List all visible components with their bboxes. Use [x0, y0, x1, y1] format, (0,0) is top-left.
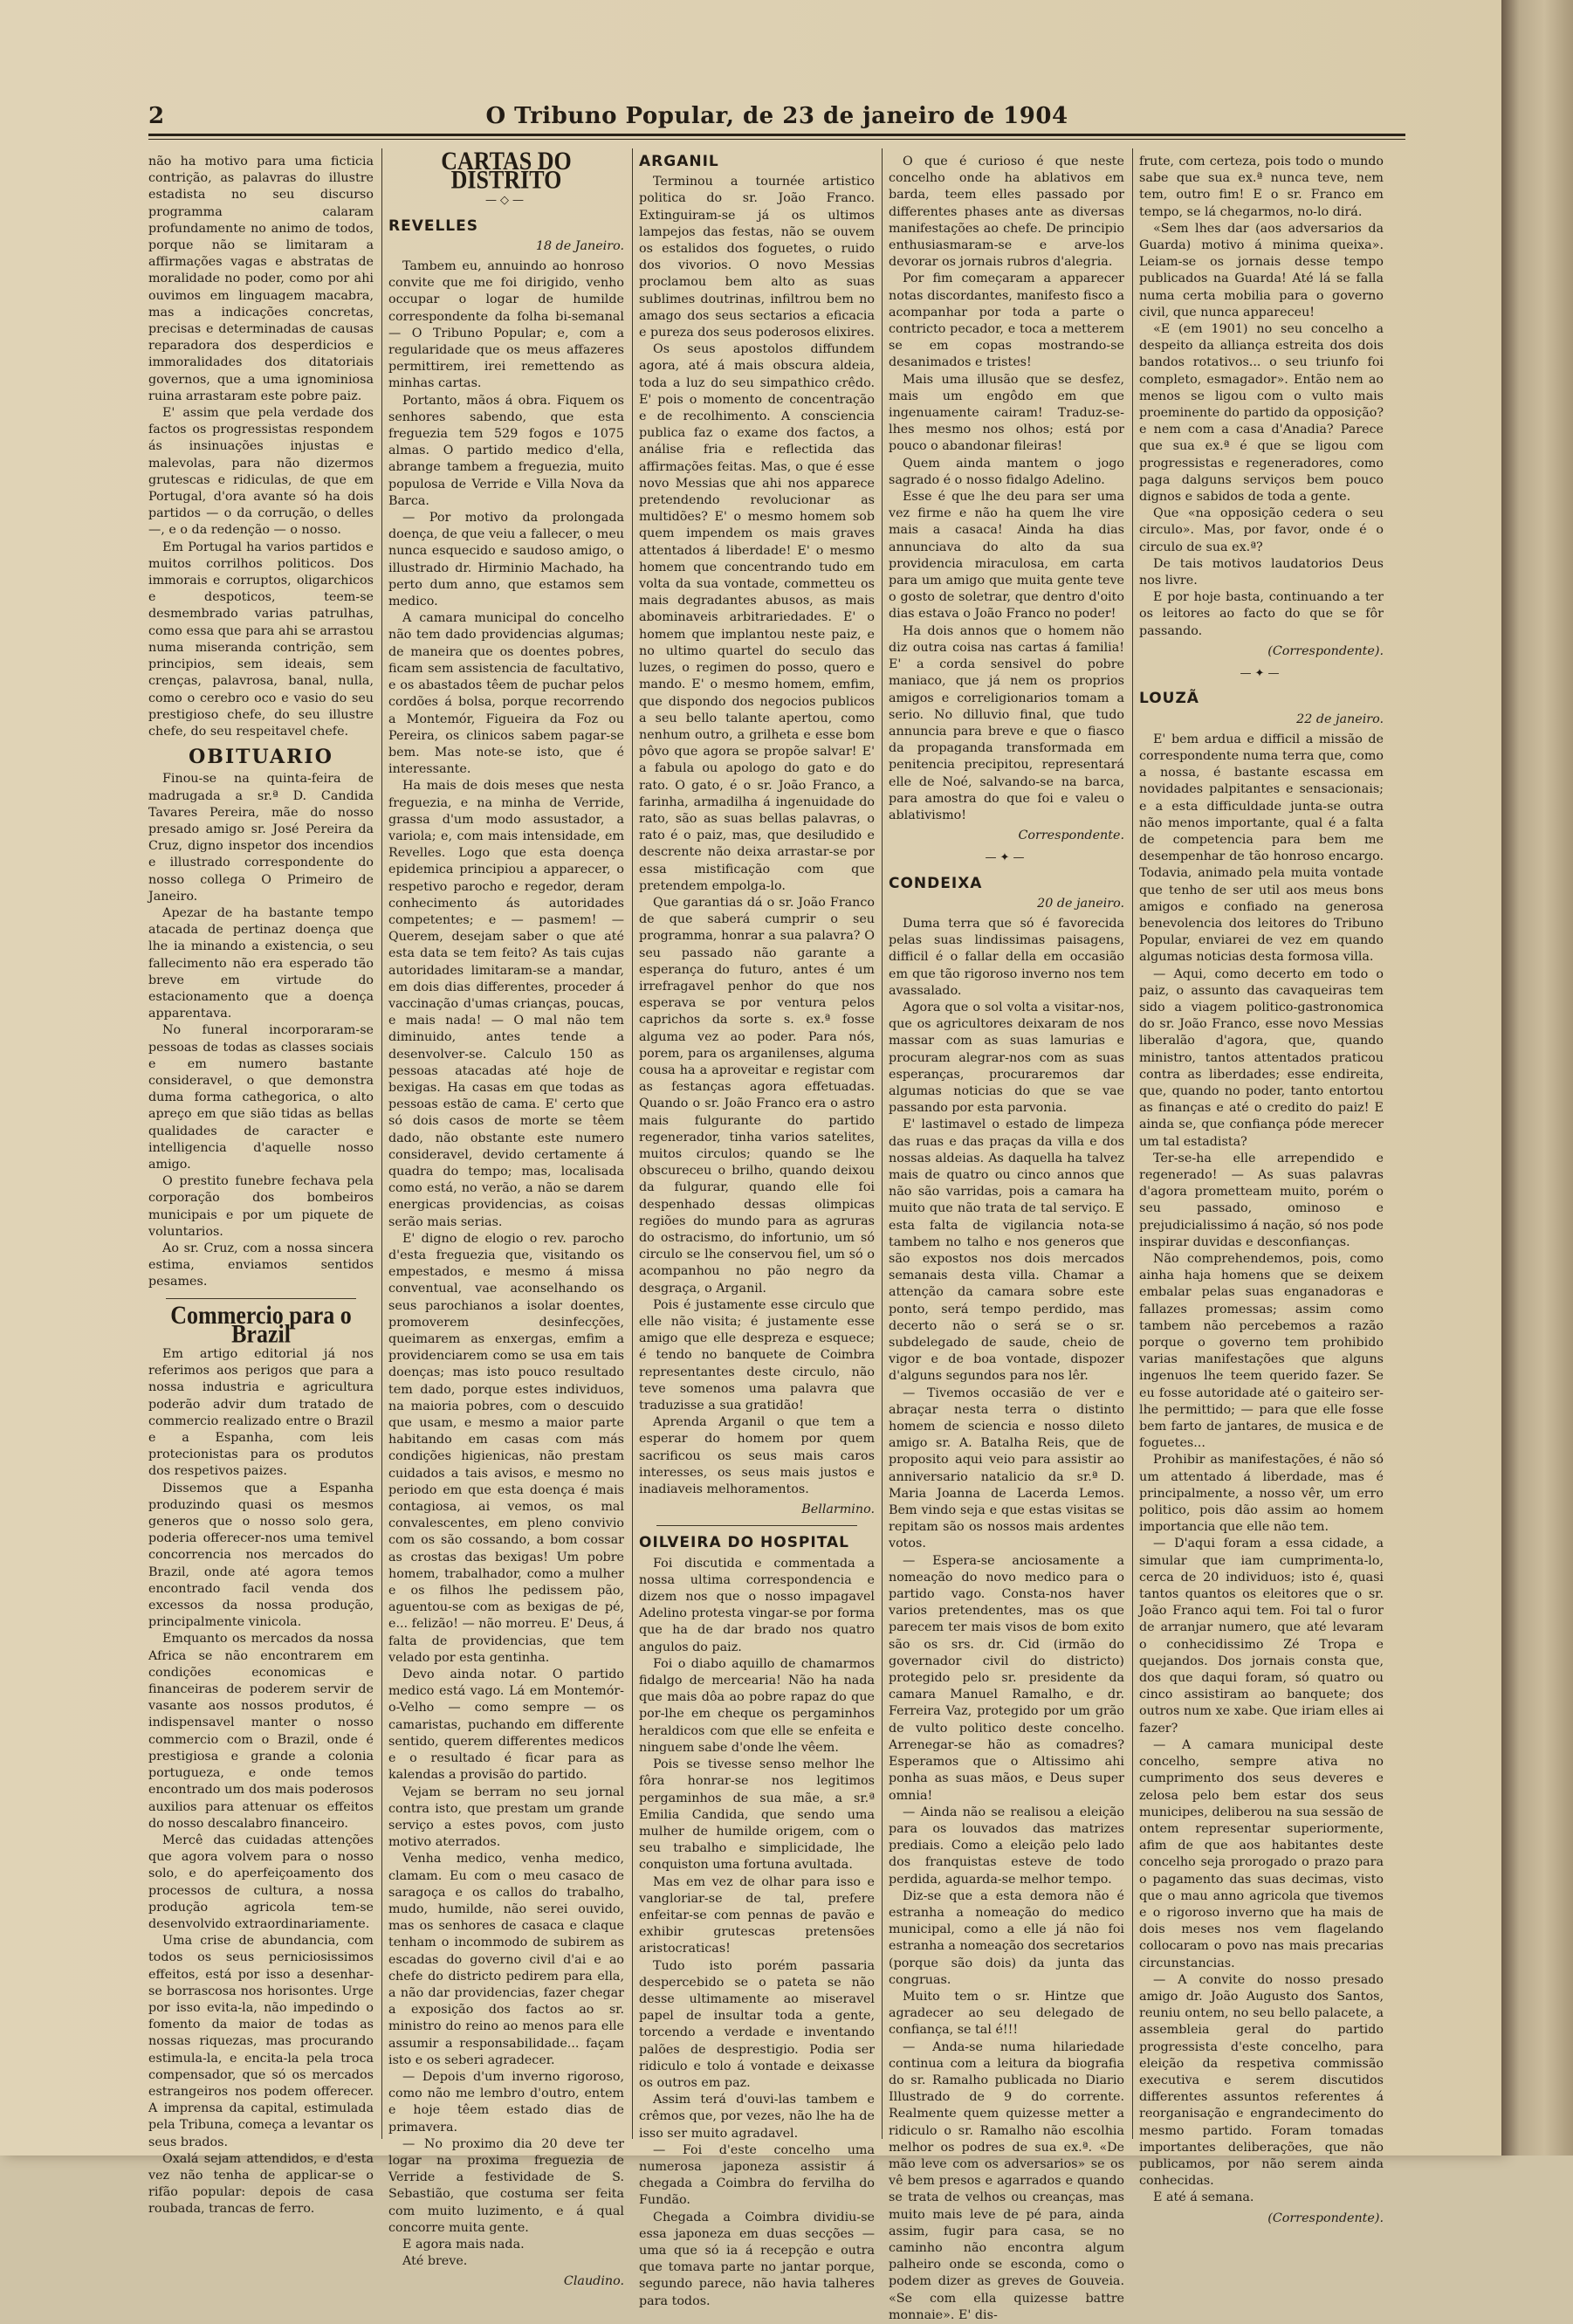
- paragraph: — Anda-se numa hilariedade continua com a leitura da biografia do sr. Ramalho publicada no Diario Illustrado de 9 do corrente. Realmente quem quizesse metter a ridiculo o sr. Ramalho não escolhia melhor os podres de sua ex.ª. «De mão leve com os adversarios» se os vê bem presos e agarrados e quando se trata de velhos ou creanças, mas muito mais leve de pé para, ainda assim, fugir para casa, se no caminho não encontra algum palheiro onde se esconda, como o podem dizer as greves de Gouveia. «Se com ella quizesse battre monnaie». E' dis-: [889, 2039, 1124, 2322]
- signature: Bellarmino.: [801, 1502, 875, 1517]
- paragraph: De tais motivos laudatorios Deus nos livre.: [1139, 556, 1384, 588]
- paragraph: Venha medico, venha medico, clamam. Eu com o meu casaco de saragoça e os callos do trabalho, mudo, humilde, não serei ouvido, mas os senhores de casaca e claque tenham o incommodo de subirem as escadas do governo civil d'ai e ao chefe do districto pedirem para ella, a não dar providencias, fazer chegar a exposição dos factos ao sr. ministro do reino ao menos para elle assumir a responsabilidade... façam isto e os seberi agradecer.: [388, 1852, 624, 2067]
- paragraph: Finou-se na quinta-feira de madrugada a sr.ª D. Candida Tavares Pereira, mãe do nosso presado amigo sr. José Pereira da Cruz, digno inspetor dos incendios e illustrado correspondente do nosso collega O Primeiro de Janeiro.: [148, 772, 374, 904]
- paragraph: Chegada a Coimbra dividiu-se essa japoneza em duas secções — uma que só ia á recepção e outra que tomava parte no jantar porque, segundo parece, não havia talheres para todos.: [639, 2210, 875, 2308]
- paragraph: «Sem lhes dar (aos adversarios da Guarda) motivo á minima queixa». Leiam-se os jornais desse tempo publicados na Guarda! Até lá se falla numa certa mobilia para o governo civil, que nunca appareceu!: [1139, 221, 1384, 320]
- ornament-icon: —✦—: [1240, 667, 1283, 681]
- paragraph: Tudo isto porém passaria despercebido se o pateta se não desse ultimamente ao miseravel papel de insultar toda a gente, torcendo a verdade e inventando palões de desprestigio. Podia ser ridiculo e tolo á vontade e deixasse os outros em paz.: [639, 1958, 875, 2090]
- page-edge: [1501, 0, 1573, 2156]
- column-1: [148, 154, 374, 2217]
- paragraph: Ha dois annos que o homem não diz outra coisa nas cartas á familia! E' a corda sensivel do pobre maniaco, que já nem os proprios amigos e correligionarios tomam a serio. No dilluvio final, que tudo annuncia para breve e que o fiasco da propaganda transformada em penitencia precipitou, representará elle de Noé, salvando-se na barca, para amostra do que foi e valeu o ablativismo!: [889, 623, 1124, 822]
- subheading-condeixa: CONDEIXA: [889, 874, 983, 892]
- paragraph: Duma terra que só é favorecida pelas suas lindissimas paisagens, difficil é o fallar della em occasião em que tão rigoroso inverno nos tem avassalado.: [889, 916, 1124, 998]
- subheading-revelles: REVELLES: [388, 217, 478, 235]
- paragraph: Em Portugal ha varios partidos e muitos corrilhos politicos. Dos immorais e corruptos, oligarchicos e despoticos, teem-se desmembrado varias patrulhas, como essa que para ahi se arrastou numa miseranda contrição, sem principios, sem ideais, sem crenças, palavrosa, banal, nulla, como o cerebro oco e vasio do seu prestigioso chefe, do seu illustre chefe, do seu respeitavel chefe.: [148, 540, 374, 739]
- paragraph: Mercê das cuidadas attenções que agora volvem para o nosso solo, e do aperfeiçoamento dos processos de cultura, a nossa produção agricola tem-se desenvolvido extraordinariamente.: [148, 1832, 374, 1931]
- paragraph: E por hoje basta, continuando a ter os leitores ao facto do que se fôr passando.: [1139, 590, 1384, 638]
- paragraph: — Tivemos occasião de ver e abraçar nesta terra o distinto homem de sciencia e nosso dileto amigo sr. A. Batalha Reis, que de proposito aqui veio para assistir ao anniversario natalicio da sr.ª D. Maria Joanna de Lacerda Lemos. Bem vindo seja e que estas visitas se repitam são os nossos mais ardentes votos.: [889, 1385, 1124, 1551]
- paragraph: frute, com certeza, pois todo o mundo sabe que sua ex.ª nunca teve, nem tem, outro fim! E o sr. Franco em tempo, se lá chegarmos, no-lo dirá.: [1139, 155, 1384, 219]
- paragraph: Prohibir as manifestações, é não só um attentado á liberdade, mas é principalmente, a nosso vêr, um erro politico, pois dão assim ao homem importancia que elle não tem.: [1139, 1453, 1384, 1535]
- paragraph: — Depois d'um inverno rigoroso, como não me lembro d'outro, entem e hoje têem estado dias de primavera.: [388, 2069, 624, 2135]
- section-heading-cartas: CARTAS DO DISTRITO: [441, 146, 572, 195]
- paragraph: O prestito funebre fechava pela corporação dos bombeiros municipais e por um piquete de voluntarios.: [148, 1174, 374, 1239]
- paragraph: Que «na opposição cedera o seu circulo». Mas, por favor, onde é o circulo de sua ex.ª?: [1139, 506, 1384, 554]
- paragraph: Os seus apostolos diffundem agora, até á mais obscura aldeia, toda a luz do seu simpathico crêdo. E' pois o momento de concentração e de recolhimento. A consciencia publica faz o exame dos factos, a análise fria e reflectida das affirmações feitas. Mas, o que é esse novo Messias que ahi nos apparece pretendendo revolucionar as multidões? E' o mesmo homem sob quem impendem os mais graves attentados á liberdade! E' o mesmo homem que concentrando tudo em volta da sua vontade, commetteu os mais degradantes abusos, as mais abominaveis arbitrariedades. E' o homem que implantou neste paiz, e no ultimo quartel do seculo das luzes, o regimen do posso, quero e mando. E' o mesmo homem, emfim, que dispondo dos negocios publicos a seu bello talante apertou, como nenhum outro, a grilheta e esse bom pôvo que agora se propõe salvar! E' a fabula ou apologo do gato e do rato. O gato, é o sr. João Franco, a farinha, armadilha á ingenuidade do rato, são as suas bellas palavras, o rato é o paiz, mas, que desiludido e descrente não deixa arrastar-se por essa mistificação com que pretendem empolga-lo.: [639, 342, 875, 893]
- paragraph: Foi discutida e commentada a nossa ultima correspondencia e dizem nos que o nosso impagavel Adelino protesta vingar-se por forma que ha de dar brado nos quatro angulos do paiz.: [639, 1556, 875, 1654]
- paragraph: Vejam se berram no seu jornal contra isto, que prestam um grande serviço a estes povos, com justo motivo aterrados.: [388, 1784, 624, 1850]
- column-2: [388, 146, 624, 2289]
- paragraph: Muito tem o sr. Hintze que agradecer ao seu delegado de confiança, se tal é!!!: [889, 1989, 1124, 2038]
- paragraph: E' bem ardua e difficil a missão de correspondente numa terra que, como a nossa, é bastante escassa em novidades palpitantes e sensacionais; e a esta difficuldade junta-se outra não menos importante, qual é a falta de competencia para bem me desempenhar de tão honroso encargo. Todavia, animado pela muita vontade que tenho de ser util aos meus bons amigos e confiado na generosa benevolencia dos leitores do Tribuno Popular, enviarei de vez em quando algumas noticias desta formosa villa.: [1139, 732, 1384, 965]
- signature: (Correspondente).: [1267, 643, 1384, 658]
- paragraph: Terminou a tournée artistico politica do sr. João Franco. Extinguiram-se já os ultimos lampejos das festas, não se ouvem os estalidos dos foguetes, o ruido dos vivorios. O novo Messias proclamou bem alto as suas sublimes doutrinas, infiltrou bem no amago dos seus sectarios a eficacia e pureza dos seus poderosos elixires.: [639, 175, 875, 340]
- paragraph: Oxalá sejam attendidos, e d'esta vez não tenha de applicar-se o rifão popular: depois de casa roubada, trancas de ferro.: [148, 2151, 374, 2217]
- ornament-icon: —◇—: [485, 194, 527, 208]
- paragraph: E' assim que pela verdade dos factos os progressistas respondem ás insinuações injustas e malevolas, para não dizermos grutescas e ridiculas, de que em Portugal, d'ora avante só ha dois partidos — o da corrução, o delles —, e o da redenção — o nosso.: [148, 406, 374, 538]
- paragraph: — Foi d'este concelho uma numerosa japoneza assistir á chegada a Coimbra do fervilha do Fundão.: [639, 2142, 875, 2208]
- paragraph: Foi o diabo aquillo de chamarmos fidalgo de mercearia! Não ha nada que mais dôa ao pobre rapaz do que por-lhe em cheque os pergaminhos heraldicos com que elle se enfeita e ninguem sabe d'onde lhe vêem.: [639, 1656, 875, 1755]
- paragraph: Devo ainda notar. O partido medico está vago. Lá em Montemór-o-Velho — como sempre — os camaristas, puchando em differente sentido, querem differentes medicos e o resultado é ficar para as kalendas a provisão do partido.: [388, 1667, 624, 1783]
- paragraph: — Ainda não se realisou a eleição para os louvados das matrizes prediais. Como a eleição pelo lado dos franquistas esteve de todo perdida, aguarda-se melhor tempo.: [889, 1805, 1124, 1887]
- paragraph: Pois é justamente esse circulo que elle não visita; é justamente esse amigo que elle despreza e esquece; é tendo no banquete de Coimbra representantes deste circulo, não teve somenos uma palavra que traduzisse a sua gratidão!: [639, 1297, 875, 1413]
- paragraph: No funeral incorporaram-se pessoas de todas as classes sociais e em numero bastante consideravel, o que demonstra duma forma cathegorica, o alto apreço em que sião tidas as bellas qualidades de caracter e intelligencia d'aquelle nosso amigo.: [148, 1023, 374, 1172]
- paragraph: A camara municipal do concelho não tem dado providencias algumas; de maneira que os doentes pobres, ficam sem assistencia de facultativo, e os abastados têem de puchar pelos cordões á bolsa, porque recorrendo a Montemór, Figueira da Foz ou Pereira, os clinicos sabem pagar-se bem. Mas note-se isto, que é interessante.: [388, 611, 624, 777]
- paragraph: E até á semana.: [1153, 2190, 1254, 2205]
- dateline: 20 de janeiro.: [1037, 896, 1124, 911]
- paragraph: Quem ainda mantem o jogo sagrado é o nosso fidalgo Adelino.: [889, 456, 1124, 487]
- subheading-oliveira: OILVEIRA DO HOSPITAL: [639, 1534, 849, 1552]
- paragraph: Que garantias dá o sr. João Franco de que saberá cumprir o seu programma, honrar a sua palavra? O seu passado não garante a esperança do futuro, antes é um irrefragavel penhor do que nos esperava se por ventura pelos caprichos da sorte s. ex.ª fosse alguma vez ao poder. Para nós, porem, para os arganilenses, alguma cousa ha a aproveitar e registar com as festanças agora effetuadas. Quando o sr. João Franco era o astro mais fulgurante do partido regenerador, tinha varios satelites, muitos circulos; quando se lhe obscureceu o brilho, quando deixou da fulgurar, quando elle foi despenhado dessas olimpicas regiões do mundo para as agruras do ostracismo, do infortunio, um só circulo se lhe conservou fiel, um só o acompanhou no pão negro da desgraça, o Arganil.: [639, 895, 875, 1296]
- paragraph: Emquanto os mercados da nossa Africa se não encontrarem em condições economicas e financeiras de poderem servir de vasante aos nossos produtos, é indispensavel manter o nosso commercio com o Brazil, onde é prestigiosa e grande a colonia portugueza, e onde temos encontrado um dos mais poderosos auxilios para attenuar os effeitos do nosso descalabro financeiro.: [148, 1632, 374, 1831]
- paragraph: — D'aqui foram a essa cidade, a simular que iam cumprimenta-lo, cerca de 20 individuos; isto é, quasi tantos quantos os eleitores que o sr. João Franco aqui tem. Foi tal o furor de arranjar numero, que até levaram o conhecidissimo Zé Tropa e quejandos. Dos jornais consta que, dos que daqui foram, só quatro ou cinco assistiram ao banquete; dos outros num xe xabe. Que iriam elles ai fazer?: [1139, 1537, 1384, 1736]
- column-divider: [381, 148, 382, 2139]
- dateline: 18 de Janeiro.: [535, 238, 624, 253]
- paragraph: Aprenda Arganil o que tem a esperar do homem por quem sacrificou os seus mais caros interesses, os seus mais justos e inadiaveis melhoramentos.: [639, 1415, 875, 1497]
- paragraph: Ter-se-ha elle arrependido e regenerado! — As suas palavras d'agora prometteam muito, porém o seu passado, ominoso e prejudicialissimo á nação, só nos pode inspirar duvidas e desconfianças.: [1139, 1151, 1384, 1249]
- section-heading-commercio: Commercio para o Brazil: [170, 1299, 352, 1349]
- signature: Correspondente.: [1018, 829, 1124, 843]
- paragraph: Apezar de ha bastante tempo atacada de pertinaz doença que lhe ia minando a existencia, o seu fallecimento não era esperado tão breve em virtude do estacionamento que a doença apparentava.: [148, 905, 374, 1021]
- paragraph: — A camara municipal deste concelho, sempre ativa no cumprimento dos seus deveres e zelosa pelo bem estar dos seus municipes, deliberou na sua sessão de ontem representar superiormente, afim de que aos habitantes deste concelho seja prorogado o prazo para o pagamento das suas decimas, visto que o mau anno agricola que tivemos e o rigoroso inverno que ha mais de dois meses nos vem flagelando collocaram o povo nas mais precarias circunstancias.: [1139, 1737, 1384, 1970]
- paragraph: Tambem eu, annuindo ao honroso convite que me foi dirigido, venho occupar o logar de humilde correspondente da folha bi-semanal — O Tribuno Popular; e, com a regularidade que os meus affazeres permittirem, irei remettendo as minhas cartas.: [388, 259, 624, 391]
- paragraph: Dissemos que a Espanha produzindo quasi os mesmos generos que o nosso solo gera, poderia offerecer-nos uma temivel concorrencia nos mercados do Brazil, onde até agora temos encontrado facil venda dos excessos da nossa produção, principalmente vinicola.: [148, 1481, 374, 1630]
- paragraph: Esse é que lhe deu para ser uma vez firme e não ha quem lhe vire mais a casaca! Ainda ha dias annunciava do alto da sua providencia miraculosa, em carta para um amigo que muita gente teve o gosto de soletrar, que dentro d'oito dias estava o João Franco no poder!: [889, 490, 1124, 622]
- paragraph: E agora mais nada.: [402, 2237, 525, 2252]
- paragraph: — Por motivo da prolongada doença, de que veiu a fallecer, o meu nunca esquecido e saudoso amigo, o illustrado dr. Hirminio Machado, ha perto dum anno, que estamos sem medico.: [388, 511, 624, 609]
- paragraph: Uma crise de abundancia, com todos os seus perniciosissimos effeitos, está por isso a desenhar-se borrascosa nos horisontes. Urge por isso evita-la, não impedindo o fomento da maior de todas as nossas riquezas, mas procurando estimula-la, e encita-la pela troca compensador, que só os mercados estrangeiros nos podem offerecer. A imprensa da capital, estimulada pela Tribuna, começa a levantar os seus brados.: [148, 1934, 374, 2149]
- paragraph: Não comprehendemos, pois, como ainha haja homens que se deixem embalar pelas suas enganadoras e fallazes promessas; assim como tambem não percebemos a razão porque o governo tem prohibido varias manifestações que alguns ingenuos lhe teem querido fazer. Se eu fosse autoridade até o gaiteiro ser-lhe permittido; — para que elle fosse bem farto de jantares, de musica e de foguetes...: [1139, 1252, 1384, 1451]
- paragraph: Pois se tivesse senso melhor lhe fôra honrar-se nos legitimos pergaminhos de sua mãe, a sr.ª Emilia Candida, que sendo uma mulher de humilde origem, com o seu trabalho e simplicidade, lhe conquiston uma fortuna avultada.: [639, 1757, 875, 1873]
- subheading-arganil: ARGANIL: [639, 153, 719, 170]
- paragraph: Em artigo editorial já nos referimos aos perigos que para a nossa industria e agricultura poderão advir dum tratado de commercio realizado entre o Brazil e a Espanha, com leis protecionistas para os produtos dos respetivos paizes.: [148, 1347, 374, 1479]
- paragraph: O que é curioso é que neste concelho onde ha ablativos em barda, teem elles passado por differentes phases ante as diversas manifestações ao chefe. De principio enthusiasmaram-se e arve-los devorar os jornais rubros d'alegria.: [889, 155, 1124, 270]
- paragraph: — Aqui, como decerto em todo o paiz, o assunto das cavaqueiras tem sido a viagem politico-gastronomica do sr. João Franco, esse novo Messias liberalão d'agora, que, quando ministro, tantos attentados praticou contra as liberdades; esse endireita, que, quando no poder, tanto entortou as finanças e até o credito do paiz! E ainda se, que confiança póde merecer um tal estadista?: [1139, 966, 1384, 1149]
- paragraph: Ao sr. Cruz, com a nossa sincera estima, enviamos sentidos pesames.: [148, 1241, 374, 1289]
- column-4: [889, 154, 1124, 2322]
- section-heading-obituario: OBITUARIO: [189, 746, 333, 769]
- ornament-icon: —✦—: [985, 851, 1028, 865]
- page-number: 2: [148, 103, 165, 129]
- paragraph: Até breve.: [402, 2254, 468, 2269]
- paragraph: Portanto, mãos á obra. Fiquem os senhores sabendo, que esta freguezia tem 529 fogos e 1075 almas. O partido medico d'ella, abrange tambem a freguezia, muito populosa de Verride e Villa Nova da Barca.: [388, 393, 624, 508]
- divider: [656, 1525, 857, 1526]
- paragraph: Assim terá d'ouvi-las tambem e crêmos que, por vezes, não lhe ha de isso ser muito agradavel.: [639, 2093, 875, 2141]
- paragraph: Ha mais de dois meses que nesta freguezia, e na minha de Verride, grassa d'um modo assustador, a variola; e, com mais intensidade, em Revelles. Logo que esta doença epidemica principiou a apparecer, o respetivo parocho e regedor, deram conhecimento ás autoridades competentes; e — pasmem! — Querem, desejam saber o que até esta data se tem feito? As tais cujas autoridades limitaram-se a mandar, em dois dias differentes, proceder á vaccinação d'umas crianças, poucas, e mais nada! — O mal não tem diminuido, antes tende a desenvolver-se. Calculo 150 as pessoas atacadas até hoje de bexigas. Ha casas em que todas as pessoas estão de cama. E' certo que só dois casos de morte se têem dado, não obstante este numero consideravel, devido certamente á quadra do tempo; mas, localisada como está, no verão, a não se darem energicas providencias, as coisas serão mais serias.: [388, 779, 624, 1229]
- dateline: 22 de janeiro.: [1296, 712, 1384, 726]
- paragraph: E' lastimavel o estado de limpeza das ruas e das praças da villa e dos nossas aldeias. As daquella ha talvez mais de quatro ou cinco annos que não são varridas, pois a camara ha muito que não trata de tal serviço. E esta falta de vigilancia nota-se tambem no talho e nos generos que são expostos nos dois mercados semanais desta villa. Chamar a attenção da camara sobre este ponto, será tempo perdido, mas decerto não o será se o sr. subdelegado de saude, cheio de vigor e de boa vontade, dispozer d'alguns segundos para nos lêr.: [889, 1117, 1124, 1384]
- paragraph: Diz-se que a esta demora não é estranha a nomeação do medico municipal, como a elle já não foi estranha a nomeação dos secretarios (porque são dois) da junta das congruas.: [889, 1888, 1124, 1987]
- column-divider: [882, 148, 883, 2139]
- column-divider: [632, 148, 633, 2139]
- subheading-louza: LOUZÃ: [1139, 690, 1199, 708]
- paragraph: — Espera-se anciosamente a nomeação do novo medico para o partido vago. Consta-nos haver varios pretendentes, mas os que parecem ter mais visos de bom exito são os srs. dr. Cid (irmão do governador civil do districto) protegido pelo sr. presidente da camara Manuel Ramalho, e dr. Ferreira Vaz, protegido por um grão de vulto politico deste concelho. Arrenegar-se hão as comadres? Esperamos que o Altissimo ahi ponha as suas mãos, e Deus super omnia!: [889, 1553, 1124, 1803]
- paragraph: Por fim começaram a apparecer notas discordantes, manifesto fisco a acompanhar por toda a parte o contricto pecador, e toca a metterem se em copas mostrando-se desanimados e tristes!: [889, 272, 1124, 370]
- paragraph: — No proximo dia 20 deve ter logar na proxima freguezia de Verride a festividade de S. Sebastião, que costuma ser feita com muito luzimento, e á qual concorre muita gente.: [388, 2136, 624, 2235]
- column-divider: [1132, 148, 1133, 2139]
- newspaper-title: O Tribuno Popular, de 23 de janeiro de 1904: [485, 103, 1068, 129]
- paragraph: «E (em 1901) no seu concelho a despeito da alliança estreita dos dois bandos rotativos... o seu triunfo foi completo, esmagador». Então nem ao menos se ligou com o vulto mais proeminente do partido da opposição? e nem com a casa d'Anadia? Parece que sua ex.ª é que se ligou com progressistas e regeneradores, como paga dalguns serviços bem pouco dignos e sabidos de toda a gente.: [1139, 322, 1384, 505]
- signature: (Correspondente).: [1267, 2211, 1384, 2225]
- paragraph: E' digno de elogio o rev. parocho d'esta freguezia que, visitando os empestados, e mesmo á missa conventual, vae aconselhando os seus parochianos a isolar doentes, promoverem desinfecções, queimarem as enxergas, emfim a providenciarem como se usa em tais doenças; mas isto pouco resultado tem dado, porque estes individuos, na maioria pobres, com o descuido que usam, e mesmo a maior parte habitando em casas com más condições higienicas, não prestam cuidados a tais avisos, e mesmo no periodo em que esta doença é mais contagiosa, ai vemos, os mal convalescentes, em pleno convivio com os são cossando, a bom cossar as crostas das bexigas! Um pobre homem, trabalhador, como a mulher e os filhos lhe pedissem pão, aguentou-se com as bexigas de pé, e... felizão! — não morreu. E' Deus, á falta de providencias, que tem velado por esta gentinha.: [388, 1231, 624, 1665]
- header-rule-thin: [148, 139, 1405, 140]
- paragraph: Mas em vez de olhar para isso e vangloriar-se de tal, prefere enfeitar-se com pennas de pavão e exhibir grutescas pretensões aristocraticas!: [639, 1874, 875, 1956]
- signature: Claudino.: [563, 2274, 624, 2289]
- column-3: [639, 153, 875, 2308]
- paragraph: Agora que o sol volta a visitar-nos, que os agricultores deixaram de nos massar com as suas lamurias e procuram alegrar-nos com as suas esperanças, procuraremos dar algumas noticias do que se vae passando por esta parvonia.: [889, 1000, 1124, 1116]
- header-rule: [148, 134, 1405, 136]
- divider: [166, 1298, 356, 1299]
- paragraph: — A convite do nosso presado amigo dr. João Augusto dos Santos, reuniu ontem, no seu bello palacete, a assembleia geral do partido progressista d'este concelho, para eleição da respetiva commissão executiva e serem discutidos differentes assuntos referentes á reorganisação e engrandecimento do mesmo partido. Foram tomadas importantes deliberações, que não publicamos, por não serem ainda conhecidas.: [1139, 1972, 1384, 2189]
- paragraph: Mais uma illusão que se desfez, mais um engôdo em que ingenuamente cairam! Traduz-se-lhes mesmo nos olhos; está por pouco o abandonar fileiras!: [889, 372, 1124, 454]
- column-5: [1139, 154, 1384, 2225]
- masthead: [148, 94, 1405, 129]
- paragraph: não ha motivo para uma ficticia contrição, as palavras do illustre estadista no seu discurso programma calaram profundamente no animo de todos, porque não se limitaram a affirmações vagas e abstratas de moralidade no poder, como por ahi ouvimos em linguagem macabra, mas a indicações concretas, precisas e determinadas de causas reparadora dos desperdicios e immoralidades dos ditatoriais governos, que a uma ignominiosa ruina arrastaram este pobre paiz.: [148, 155, 374, 403]
